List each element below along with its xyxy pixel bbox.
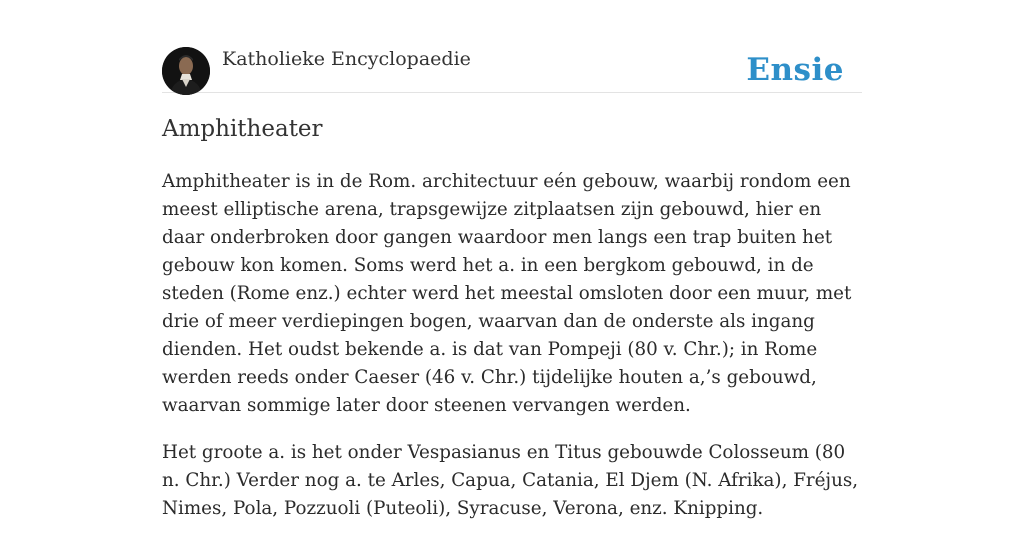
brand-logo[interactable]: Ensie	[746, 52, 844, 88]
source-name[interactable]: Katholieke Encyclopaedie	[222, 48, 471, 70]
article-paragraph: Amphitheater is in de Rom. architectuur eén gebouw, waarbij rondom een meest elliptische arena, trapsgewijze zitplaatsen zijn gebouwd, hier en daar onderbroken door gangen waardoor men langs een trap buiten het gebouw kon komen. Soms werd het a. in een bergkom gebouwd, in de steden (Rome enz.) echter werd het meestal omsloten door een muur, met drie of meer verdiepingen bogen, waarvan dan de onderste als ingang dienden. Het oudst bekende a. is dat van Pompeji (80 v. Chr.); in Rome werden reeds onder Caeser (46 v. Chr.) tijdelijke houten a,’s gebouwd, waarvan sommige later door steenen vervangen werden.	[162, 171, 852, 416]
site-header	[162, 44, 862, 93]
portrait-avatar-icon[interactable]	[162, 47, 210, 95]
article-paragraph: Het groote a. is het onder Vespasianus en Titus gebouwde Colosseum (80 n. Chr.) Verder nog a. te Arles, Capua, Catania, El Djem (N. Afrika), Fréjus, Nimes, Pola, Pozzuoli (Puteoli), Syracuse, Verona, enz. Knipping.	[162, 442, 859, 519]
article-body	[162, 168, 862, 542]
page-title: Amphitheater	[162, 116, 323, 142]
